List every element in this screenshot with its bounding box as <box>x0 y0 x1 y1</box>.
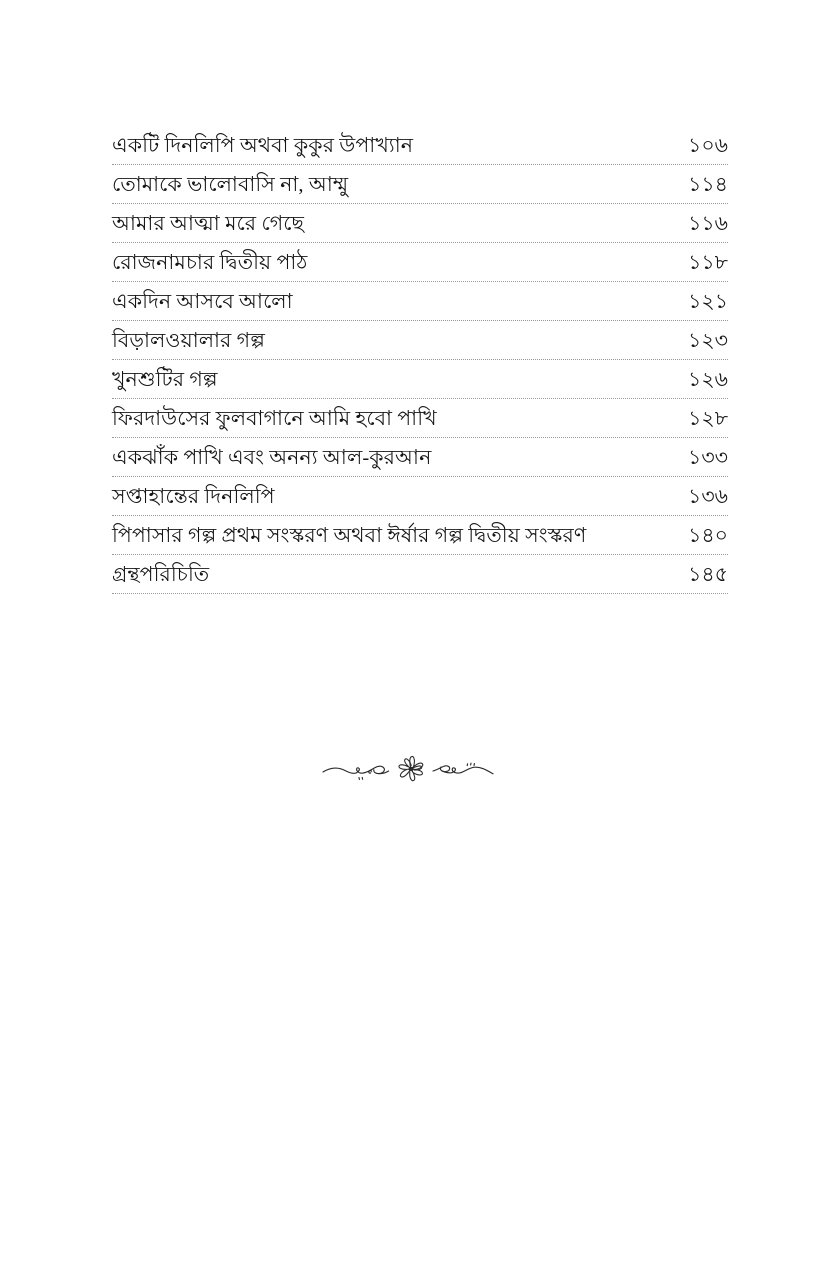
toc-entry-page-number: ১১৮ <box>688 251 728 274</box>
toc-row[interactable] <box>112 243 728 282</box>
toc-row[interactable] <box>112 321 728 360</box>
toc-row[interactable] <box>112 516 728 555</box>
toc-row[interactable] <box>112 555 728 594</box>
toc-entry-title: আমার আত্মা মরে গেছে <box>112 212 305 235</box>
toc-entry-page-number: ১২৩ <box>688 329 728 352</box>
toc-row[interactable] <box>112 438 728 477</box>
toc-entry-title: একটি দিনলিপি অথবা কুকুর উপাখ্যান <box>112 134 414 157</box>
toc-entry-title: খুনশুটির গল্প <box>112 368 218 391</box>
toc-entry-page-number: ১৩৬ <box>688 485 728 508</box>
floral-flourish-divider-icon <box>321 748 501 790</box>
toc-entry-title: ফিরদাউসের ফুলবাগানে আমি হবো পাখি <box>112 407 437 430</box>
toc-entry-page-number: ১৪০ <box>688 524 728 547</box>
toc-row[interactable] <box>112 204 728 243</box>
toc-entry-title: একঝাঁক পাখি এবং অনন্য আল-কুরআন <box>112 446 432 469</box>
toc-row[interactable] <box>112 126 728 165</box>
toc-entry-title: সপ্তাহান্তের দিনলিপি <box>112 485 275 508</box>
toc-entry-title: একদিন আসবে আলো <box>112 290 293 313</box>
toc-row[interactable] <box>112 282 728 321</box>
toc-row[interactable] <box>112 165 728 204</box>
toc-entry-page-number: ১৪৫ <box>688 563 728 586</box>
table-of-contents <box>112 126 728 594</box>
toc-entry-title: রোজনামচার দ্বিতীয় পাঠ <box>112 251 308 274</box>
toc-entry-title: বিড়ালওয়ালার গল্প <box>112 329 265 352</box>
toc-row[interactable] <box>112 399 728 438</box>
toc-entry-page-number: ১১৪ <box>688 173 728 196</box>
toc-entry-page-number: ১৩৩ <box>688 446 728 469</box>
toc-entry-page-number: ১০৬ <box>688 134 728 157</box>
toc-entry-page-number: ১২৬ <box>688 368 728 391</box>
toc-entry-page-number: ১১৬ <box>688 212 728 235</box>
toc-entry-title: তোমাকে ভালোবাসি না, আম্মু <box>112 173 349 196</box>
toc-row[interactable] <box>112 477 728 516</box>
toc-entry-page-number: ১২৮ <box>688 407 728 430</box>
toc-entry-title: গ্রন্থপরিচিতি <box>112 563 210 586</box>
toc-entry-title: পিপাসার গল্প প্রথম সংস্করণ অথবা ঈর্ষার গল্প দ্বিতীয় সংস্করণ <box>112 524 587 547</box>
toc-entry-page-number: ১২১ <box>688 290 728 313</box>
toc-row[interactable] <box>112 360 728 399</box>
